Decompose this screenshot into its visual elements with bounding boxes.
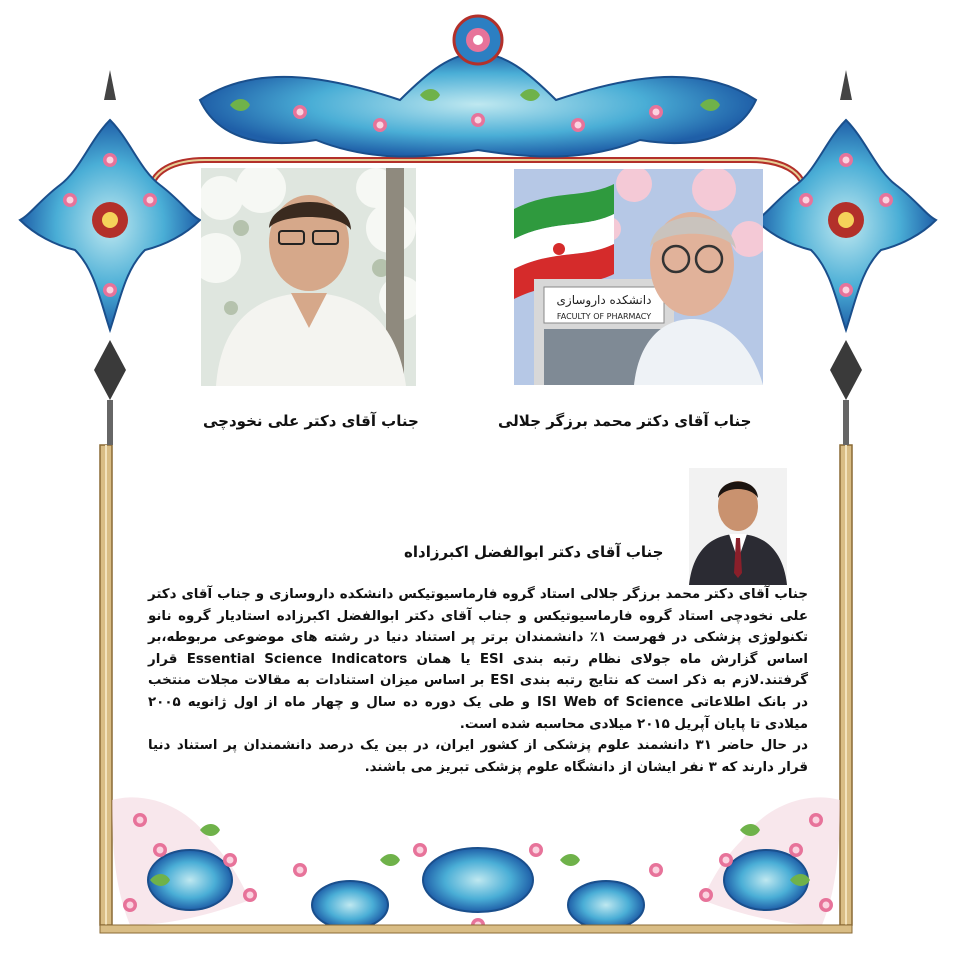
paragraph-ranking: جناب آقای دکتر محمد برزگر جلالی استاد گروه فارماسیوتیکس دانشکده داروسازی و جناب آقای دکتر علی نخودچی استاد گروه فارماسیوتیکس و جناب آقای دکتر ابوالفضل اکبرزاده استادیار گروه نانو تکنولوژی پزشکی در فهرست ۱٪ دانشمندان برتر پر استناد دنیا در رشته های موضوعی مربوطه،بر اساس گزارش ماه جولای نظام رتبه بندی ESI یا همان Essential Science Indicators قرار گرفتند.لازم به ذکر است که نتایج رتبه بندی ESI بر اساس میزان استنادات به مقالات مجلات منتخب در بانک اطلاعاتی ISI Web of Science و طی یک دوره ده سال و چهار ماه از اول ژانویه ۲۰۰۵ میلادی تا پایان آپریل ۲۰۱۵ میلادی محاسبه شده است. <box>148 587 809 732</box>
bottom-right-ornament <box>699 797 840 925</box>
portrait-akbarzadeh <box>689 468 787 585</box>
faculty-sign-fa: دانشکده داروسازی <box>556 293 652 307</box>
paragraph-iran-scientists: در حال حاضر ۳۱ دانشمند علوم پزشکی از کشور ایران، در بین یک درصد دانشمندان پر استناد دنیا قرار دارند که ۳ نفر ایشان از دانشگاه علوم پزشکی تبریز می باشند. <box>148 738 809 775</box>
bottom-left-ornament <box>112 797 257 925</box>
portrait-nakhodchi <box>201 168 416 386</box>
caption-nakhodchi: جناب آقای دکتر علی نخودچی <box>203 412 419 430</box>
right-ornament <box>756 70 936 445</box>
portrait-barzegar-jalali <box>514 169 763 385</box>
caption-akbarzadeh: جناب آقای دکتر ابوالفضل اکبرزاداه <box>404 543 664 561</box>
caption-barzegar-jalali: جناب آقای دکتر محمد برزگر جلالی <box>498 412 752 430</box>
left-ornament <box>20 70 200 445</box>
faculty-sign-en: FACULTY OF PHARMACY <box>556 312 652 321</box>
top-crest-ornament <box>200 16 756 157</box>
bottom-center-ornament <box>293 843 663 932</box>
announcement-text <box>148 584 808 778</box>
